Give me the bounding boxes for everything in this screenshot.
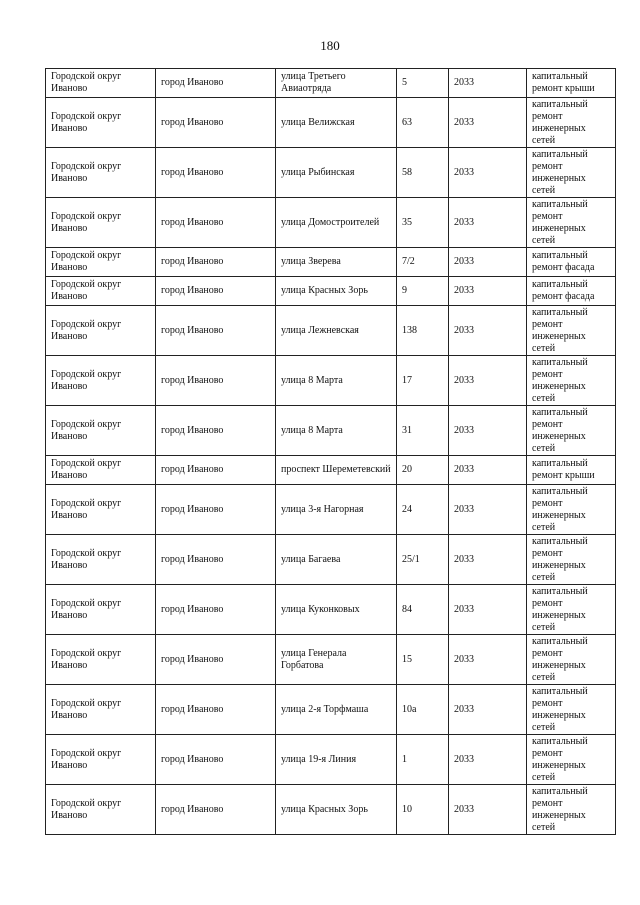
house-number-cell: 15 — [397, 635, 449, 685]
city-cell: город Иваново — [156, 735, 276, 785]
house-number-cell: 84 — [397, 585, 449, 635]
house-number-cell: 1 — [397, 735, 449, 785]
district-cell: Городской округ Иваново — [46, 69, 156, 98]
year-cell: 2033 — [449, 785, 527, 835]
city-cell: город Иваново — [156, 406, 276, 456]
district-cell: Городской округ Иваново — [46, 456, 156, 485]
house-number-cell: 31 — [397, 406, 449, 456]
street-cell: улица 8 Марта — [276, 406, 397, 456]
district-cell: Городской округ Иваново — [46, 98, 156, 148]
year-cell: 2033 — [449, 535, 527, 585]
city-cell: город Иваново — [156, 277, 276, 306]
year-cell: 2033 — [449, 735, 527, 785]
work-type-cell: капитальный ремонт инженерных сетей — [527, 485, 616, 535]
table-body — [46, 69, 616, 835]
district-cell: Городской округ Иваново — [46, 277, 156, 306]
street-cell: улица Багаева — [276, 535, 397, 585]
street-cell: улица 8 Марта — [276, 356, 397, 406]
table-row — [46, 635, 616, 685]
street-cell: улица 3-я Нагорная — [276, 485, 397, 535]
house-number-cell: 138 — [397, 306, 449, 356]
city-cell: город Иваново — [156, 248, 276, 277]
house-number-cell: 17 — [397, 356, 449, 406]
work-type-cell: капитальный ремонт инженерных сетей — [527, 735, 616, 785]
street-cell: улица Третьего Авиаотряда — [276, 69, 397, 98]
house-number-cell: 63 — [397, 98, 449, 148]
table-row — [46, 406, 616, 456]
year-cell: 2033 — [449, 635, 527, 685]
table-row — [46, 485, 616, 535]
work-type-cell: капитальный ремонт инженерных сетей — [527, 585, 616, 635]
district-cell: Городской округ Иваново — [46, 306, 156, 356]
table-row — [46, 785, 616, 835]
district-cell: Городской округ Иваново — [46, 485, 156, 535]
work-type-cell: капитальный ремонт инженерных сетей — [527, 406, 616, 456]
table-row — [46, 356, 616, 406]
year-cell: 2033 — [449, 148, 527, 198]
work-type-cell: капитальный ремонт инженерных сетей — [527, 535, 616, 585]
table-row — [46, 198, 616, 248]
district-cell: Городской округ Иваново — [46, 535, 156, 585]
table-row — [46, 535, 616, 585]
district-cell: Городской округ Иваново — [46, 406, 156, 456]
year-cell: 2033 — [449, 485, 527, 535]
city-cell: город Иваново — [156, 198, 276, 248]
city-cell: город Иваново — [156, 685, 276, 735]
house-number-cell: 10 — [397, 785, 449, 835]
street-cell: улица Велижская — [276, 98, 397, 148]
work-type-cell: капитальный ремонт фасада — [527, 277, 616, 306]
street-cell: улица Красных Зорь — [276, 277, 397, 306]
city-cell: город Иваново — [156, 635, 276, 685]
city-cell: город Иваново — [156, 535, 276, 585]
district-cell: Городской округ Иваново — [46, 685, 156, 735]
page-number: 180 — [320, 38, 340, 53]
house-number-cell: 7/2 — [397, 248, 449, 277]
year-cell: 2033 — [449, 198, 527, 248]
table-row — [46, 69, 616, 98]
city-cell: город Иваново — [156, 585, 276, 635]
street-cell: улица Домостроителей — [276, 198, 397, 248]
work-type-cell: капитальный ремонт инженерных сетей — [527, 148, 616, 198]
street-cell: улица Зверева — [276, 248, 397, 277]
year-cell: 2033 — [449, 248, 527, 277]
city-cell: город Иваново — [156, 98, 276, 148]
street-cell: улица Лежневская — [276, 306, 397, 356]
table-row — [46, 248, 616, 277]
street-cell: улица Куконковых — [276, 585, 397, 635]
year-cell: 2033 — [449, 356, 527, 406]
work-type-cell: капитальный ремонт инженерных сетей — [527, 685, 616, 735]
work-type-cell: капитальный ремонт инженерных сетей — [527, 306, 616, 356]
house-number-cell: 24 — [397, 485, 449, 535]
district-cell: Городской округ Иваново — [46, 248, 156, 277]
year-cell: 2033 — [449, 456, 527, 485]
table-row — [46, 456, 616, 485]
table-row — [46, 735, 616, 785]
city-cell: город Иваново — [156, 356, 276, 406]
street-cell: проспект Шереметевский — [276, 456, 397, 485]
city-cell: город Иваново — [156, 456, 276, 485]
table-row — [46, 585, 616, 635]
work-type-cell: капитальный ремонт крыши — [527, 69, 616, 98]
work-type-cell: капитальный ремонт инженерных сетей — [527, 198, 616, 248]
house-number-cell: 35 — [397, 198, 449, 248]
year-cell: 2033 — [449, 406, 527, 456]
year-cell: 2033 — [449, 585, 527, 635]
city-cell: город Иваново — [156, 485, 276, 535]
house-number-cell: 58 — [397, 148, 449, 198]
year-cell: 2033 — [449, 69, 527, 98]
house-number-cell: 5 — [397, 69, 449, 98]
city-cell: город Иваново — [156, 69, 276, 98]
work-type-cell: капитальный ремонт инженерных сетей — [527, 785, 616, 835]
work-type-cell: капитальный ремонт инженерных сетей — [527, 98, 616, 148]
table-row — [46, 148, 616, 198]
city-cell: город Иваново — [156, 306, 276, 356]
district-cell: Городской округ Иваново — [46, 198, 156, 248]
year-cell: 2033 — [449, 685, 527, 735]
table-row — [46, 98, 616, 148]
table-row — [46, 685, 616, 735]
house-number-cell: 20 — [397, 456, 449, 485]
year-cell: 2033 — [449, 306, 527, 356]
year-cell: 2033 — [449, 277, 527, 306]
city-cell: город Иваново — [156, 148, 276, 198]
street-cell: улица Генерала Горбатова — [276, 635, 397, 685]
year-cell: 2033 — [449, 98, 527, 148]
district-cell: Городской округ Иваново — [46, 735, 156, 785]
district-cell: Городской округ Иваново — [46, 148, 156, 198]
district-cell: Городской округ Иваново — [46, 356, 156, 406]
street-cell: улица Рыбинская — [276, 148, 397, 198]
work-type-cell: капитальный ремонт инженерных сетей — [527, 356, 616, 406]
district-cell: Городской округ Иваново — [46, 785, 156, 835]
house-number-cell: 25/1 — [397, 535, 449, 585]
city-cell: город Иваново — [156, 785, 276, 835]
street-cell: улица 19-я Линия — [276, 735, 397, 785]
house-number-cell: 9 — [397, 277, 449, 306]
district-cell: Городской округ Иваново — [46, 635, 156, 685]
house-number-cell: 10а — [397, 685, 449, 735]
street-cell: улица 2-я Торфмаша — [276, 685, 397, 735]
street-cell: улица Красных Зорь — [276, 785, 397, 835]
registry-table — [45, 68, 616, 835]
work-type-cell: капитальный ремонт фасада — [527, 248, 616, 277]
district-cell: Городской округ Иваново — [46, 585, 156, 635]
work-type-cell: капитальный ремонт инженерных сетей — [527, 635, 616, 685]
table-row — [46, 306, 616, 356]
work-type-cell: капитальный ремонт крыши — [527, 456, 616, 485]
table-row — [46, 277, 616, 306]
